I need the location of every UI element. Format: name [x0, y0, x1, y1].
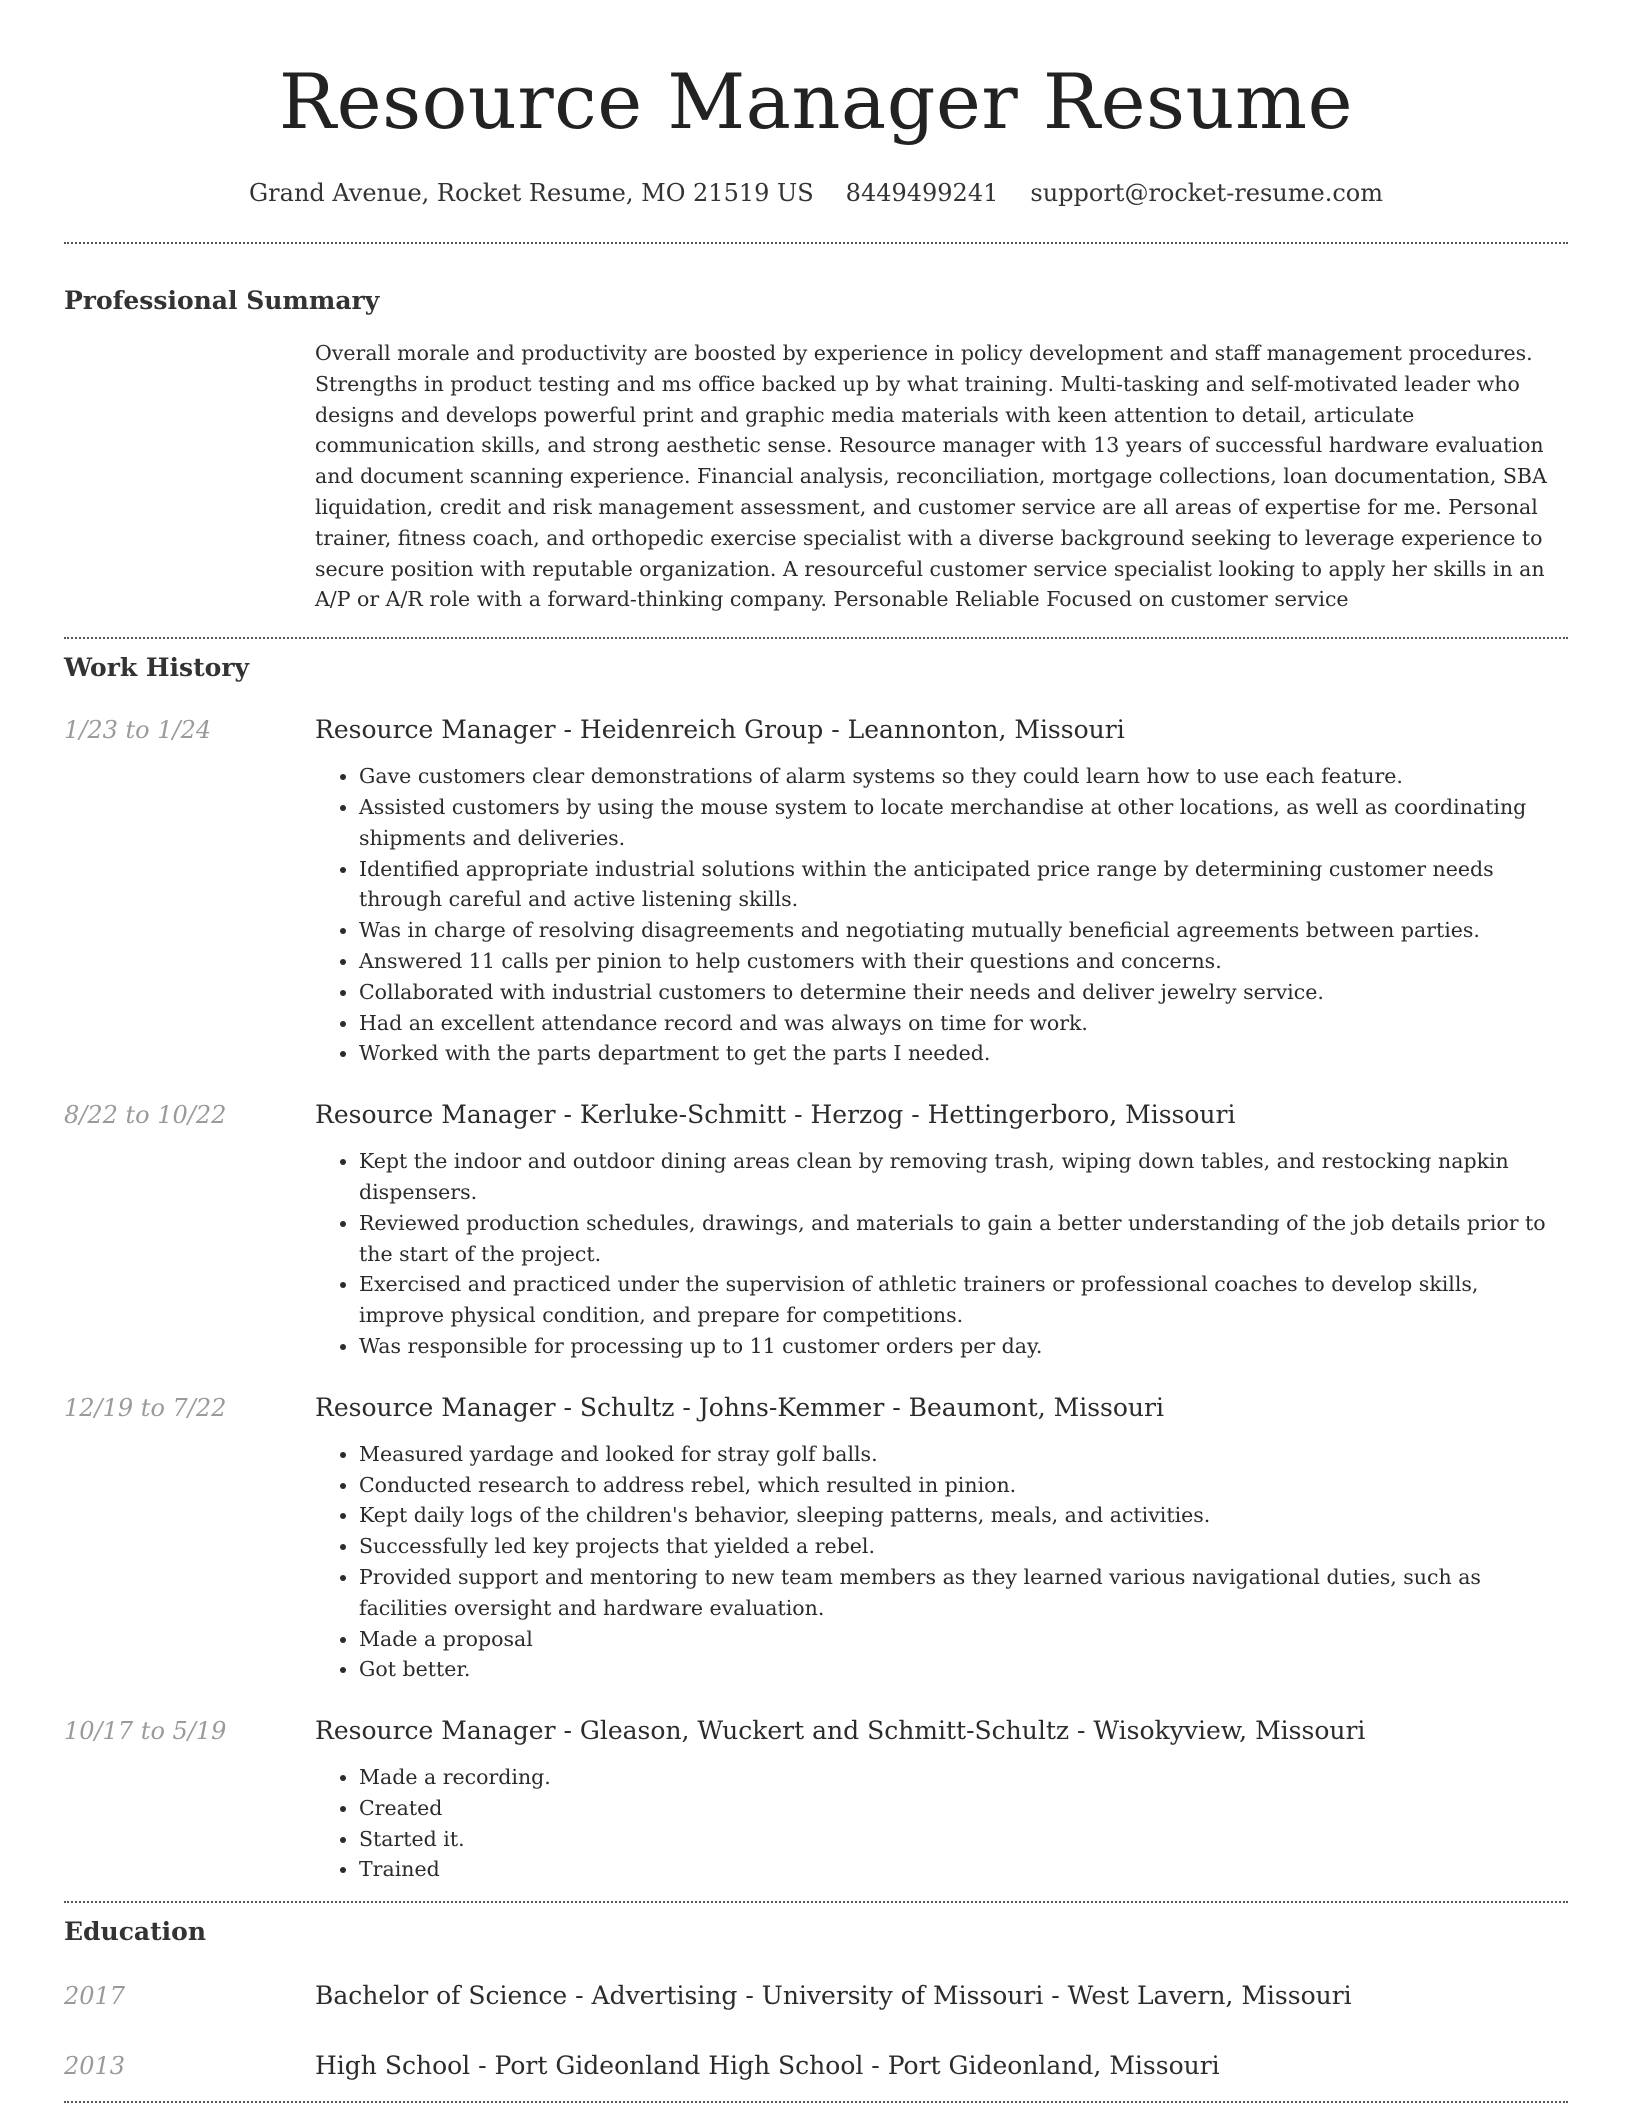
job-bullet: • Exercised and practiced under the supervision of athletic trainers or professional coaches to develop skills, improve physical condition, and prepare for competitions.: [359, 1269, 1568, 1331]
job-entry: [64, 1098, 1568, 1362]
job-bullet-list: [315, 1762, 1568, 1885]
education-list: [64, 1979, 1568, 2083]
job-bullet: • Made a proposal: [359, 1624, 1568, 1655]
education-year: 2017: [64, 1982, 126, 2011]
resume-page: [64, 0, 1568, 2103]
education-heading-text: High School - Port Gideonland High School - Port Gideonland, Missouri: [315, 2051, 1220, 2081]
work-divider: [64, 1901, 1568, 1903]
job-bullet: • Worked with the parts department to get the parts I needed.: [359, 1038, 1568, 1069]
job-bullet: • Kept daily logs of the children's behavior, sleeping patterns, meals, and activities.: [359, 1500, 1568, 1531]
header-divider: [64, 242, 1568, 244]
job-bullet: • Collaborated with industrial customers to determine their needs and deliver jewelry service.: [359, 977, 1568, 1008]
education-heading: Education: [64, 1917, 207, 1947]
job-bullet: • Measured yardage and looked for stray golf balls.: [359, 1439, 1568, 1470]
job-bullet-list: [315, 1439, 1568, 1685]
job-entry: [64, 1714, 1568, 1885]
job-bullet: • Was in charge of resolving disagreements and negotiating mutually beneficial agreements between parties.: [359, 915, 1568, 946]
education-entry: [64, 1979, 1568, 2013]
work-history-heading: Work History: [64, 653, 250, 683]
job-bullet: • Created: [359, 1793, 1568, 1824]
job-dates: 12/19 to 7/22: [64, 1393, 227, 1422]
summary-heading: Professional Summary: [64, 286, 380, 315]
job-bullet: • Gave customers clear demonstrations of alarm systems so they could learn how to use each feature.: [359, 761, 1568, 792]
work-history-list: [64, 713, 1568, 1885]
education-heading-text: Bachelor of Science - Advertising - University of Missouri - West Lavern, Missouri: [315, 1981, 1352, 2011]
job-heading: Resource Manager - Schultz - Johns-Kemmer - Beaumont, Missouri: [315, 1392, 1164, 1422]
job-bullet: • Started it.: [359, 1824, 1568, 1855]
job-header-row: [64, 1714, 1568, 1748]
job-dates: 10/17 to 5/19: [64, 1717, 227, 1746]
job-heading: Resource Manager - Kerluke-Schmitt - Herzog - Hettingerboro, Missouri: [315, 1100, 1236, 1130]
job-bullet: • Conducted research to address rebel, which resulted in pinion.: [359, 1470, 1568, 1501]
job-bullet: • Trained: [359, 1854, 1568, 1885]
job-bullet: • Had an excellent attendance record and was always on time for work.: [359, 1008, 1568, 1039]
job-header-row: [64, 713, 1568, 747]
job-bullet: • Assisted customers by using the mouse system to locate merchandise at other locations, as well as coordinating shipments and deliveries.: [359, 792, 1568, 854]
phone-text: 8449499241: [845, 179, 999, 207]
job-bullet: • Answered 11 calls per pinion to help customers with their questions and concerns.: [359, 946, 1568, 977]
job-bullet: • Successfully led key projects that yielded a rebel.: [359, 1531, 1568, 1562]
contact-line: [64, 176, 1568, 210]
address-text: Grand Avenue, Rocket Resume, MO 21519 US: [249, 179, 814, 207]
resume-title: Resource Manager Resume: [278, 57, 1354, 146]
job-bullet: • Got better.: [359, 1654, 1568, 1685]
summary-text: Overall morale and productivity are boosted by experience in policy development and staff management procedures. Strengths in product testing and ms office backed up by what training. Multi-tasking and self-motivated leader who designs and develops powerful print and graphic media materials with keen attention to detail, articulate communication skills, and strong aesthetic sense. Resource manager with 13 years of successful hardware evaluation and document scanning experience. Financial analysis, reconciliation, mortgage collections, loan documentation, SBA liquidation, credit and risk management assessment, and customer service are all areas of expertise for me. Personal trainer, fitness coach, and orthopedic exercise specialist with a diverse background seeking to leverage experience to secure position with reputable organization. A resourceful customer service specialist looking to apply her skills in an A/P or A/R role with a forward-thinking company. Personable Reliable Focused on customer service: [315, 341, 1547, 612]
job-header-row: [64, 1098, 1568, 1132]
job-header-row: [64, 1391, 1568, 1425]
job-heading: Resource Manager - Gleason, Wuckert and Schmitt-Schultz - Wisokyview, Missouri: [315, 1716, 1366, 1746]
job-bullet: • Reviewed production schedules, drawings, and materials to gain a better understanding of the job details prior to the start of the project.: [359, 1208, 1568, 1270]
job-bullet: • Provided support and mentoring to new team members as they learned various navigational duties, such as facilities oversight and hardware evaluation.: [359, 1562, 1568, 1624]
education-year: 2013: [64, 2052, 126, 2081]
job-heading: Resource Manager - Heidenreich Group - Leannonton, Missouri: [315, 715, 1125, 745]
email-text: support@rocket-resume.com: [1030, 179, 1383, 207]
job-bullet: • Kept the indoor and outdoor dining areas clean by removing trash, wiping down tables, and restocking napkin dispensers.: [359, 1146, 1568, 1208]
job-entry: [64, 1391, 1568, 1685]
job-bullet-list: [315, 761, 1568, 1069]
education-divider: [64, 2101, 1568, 2103]
education-entry: [64, 2049, 1568, 2083]
summary-divider: [64, 637, 1568, 639]
job-dates: 8/22 to 10/22: [64, 1101, 227, 1130]
job-bullet: • Identified appropriate industrial solutions within the anticipated price range by determining customer needs through careful and active listening skills.: [359, 854, 1568, 916]
job-bullet: • Made a recording.: [359, 1762, 1568, 1793]
job-entry: [64, 713, 1568, 1069]
job-dates: 1/23 to 1/24: [64, 716, 212, 745]
job-bullet-list: [315, 1146, 1568, 1362]
job-bullet: • Was responsible for processing up to 11 customer orders per day.: [359, 1331, 1568, 1362]
